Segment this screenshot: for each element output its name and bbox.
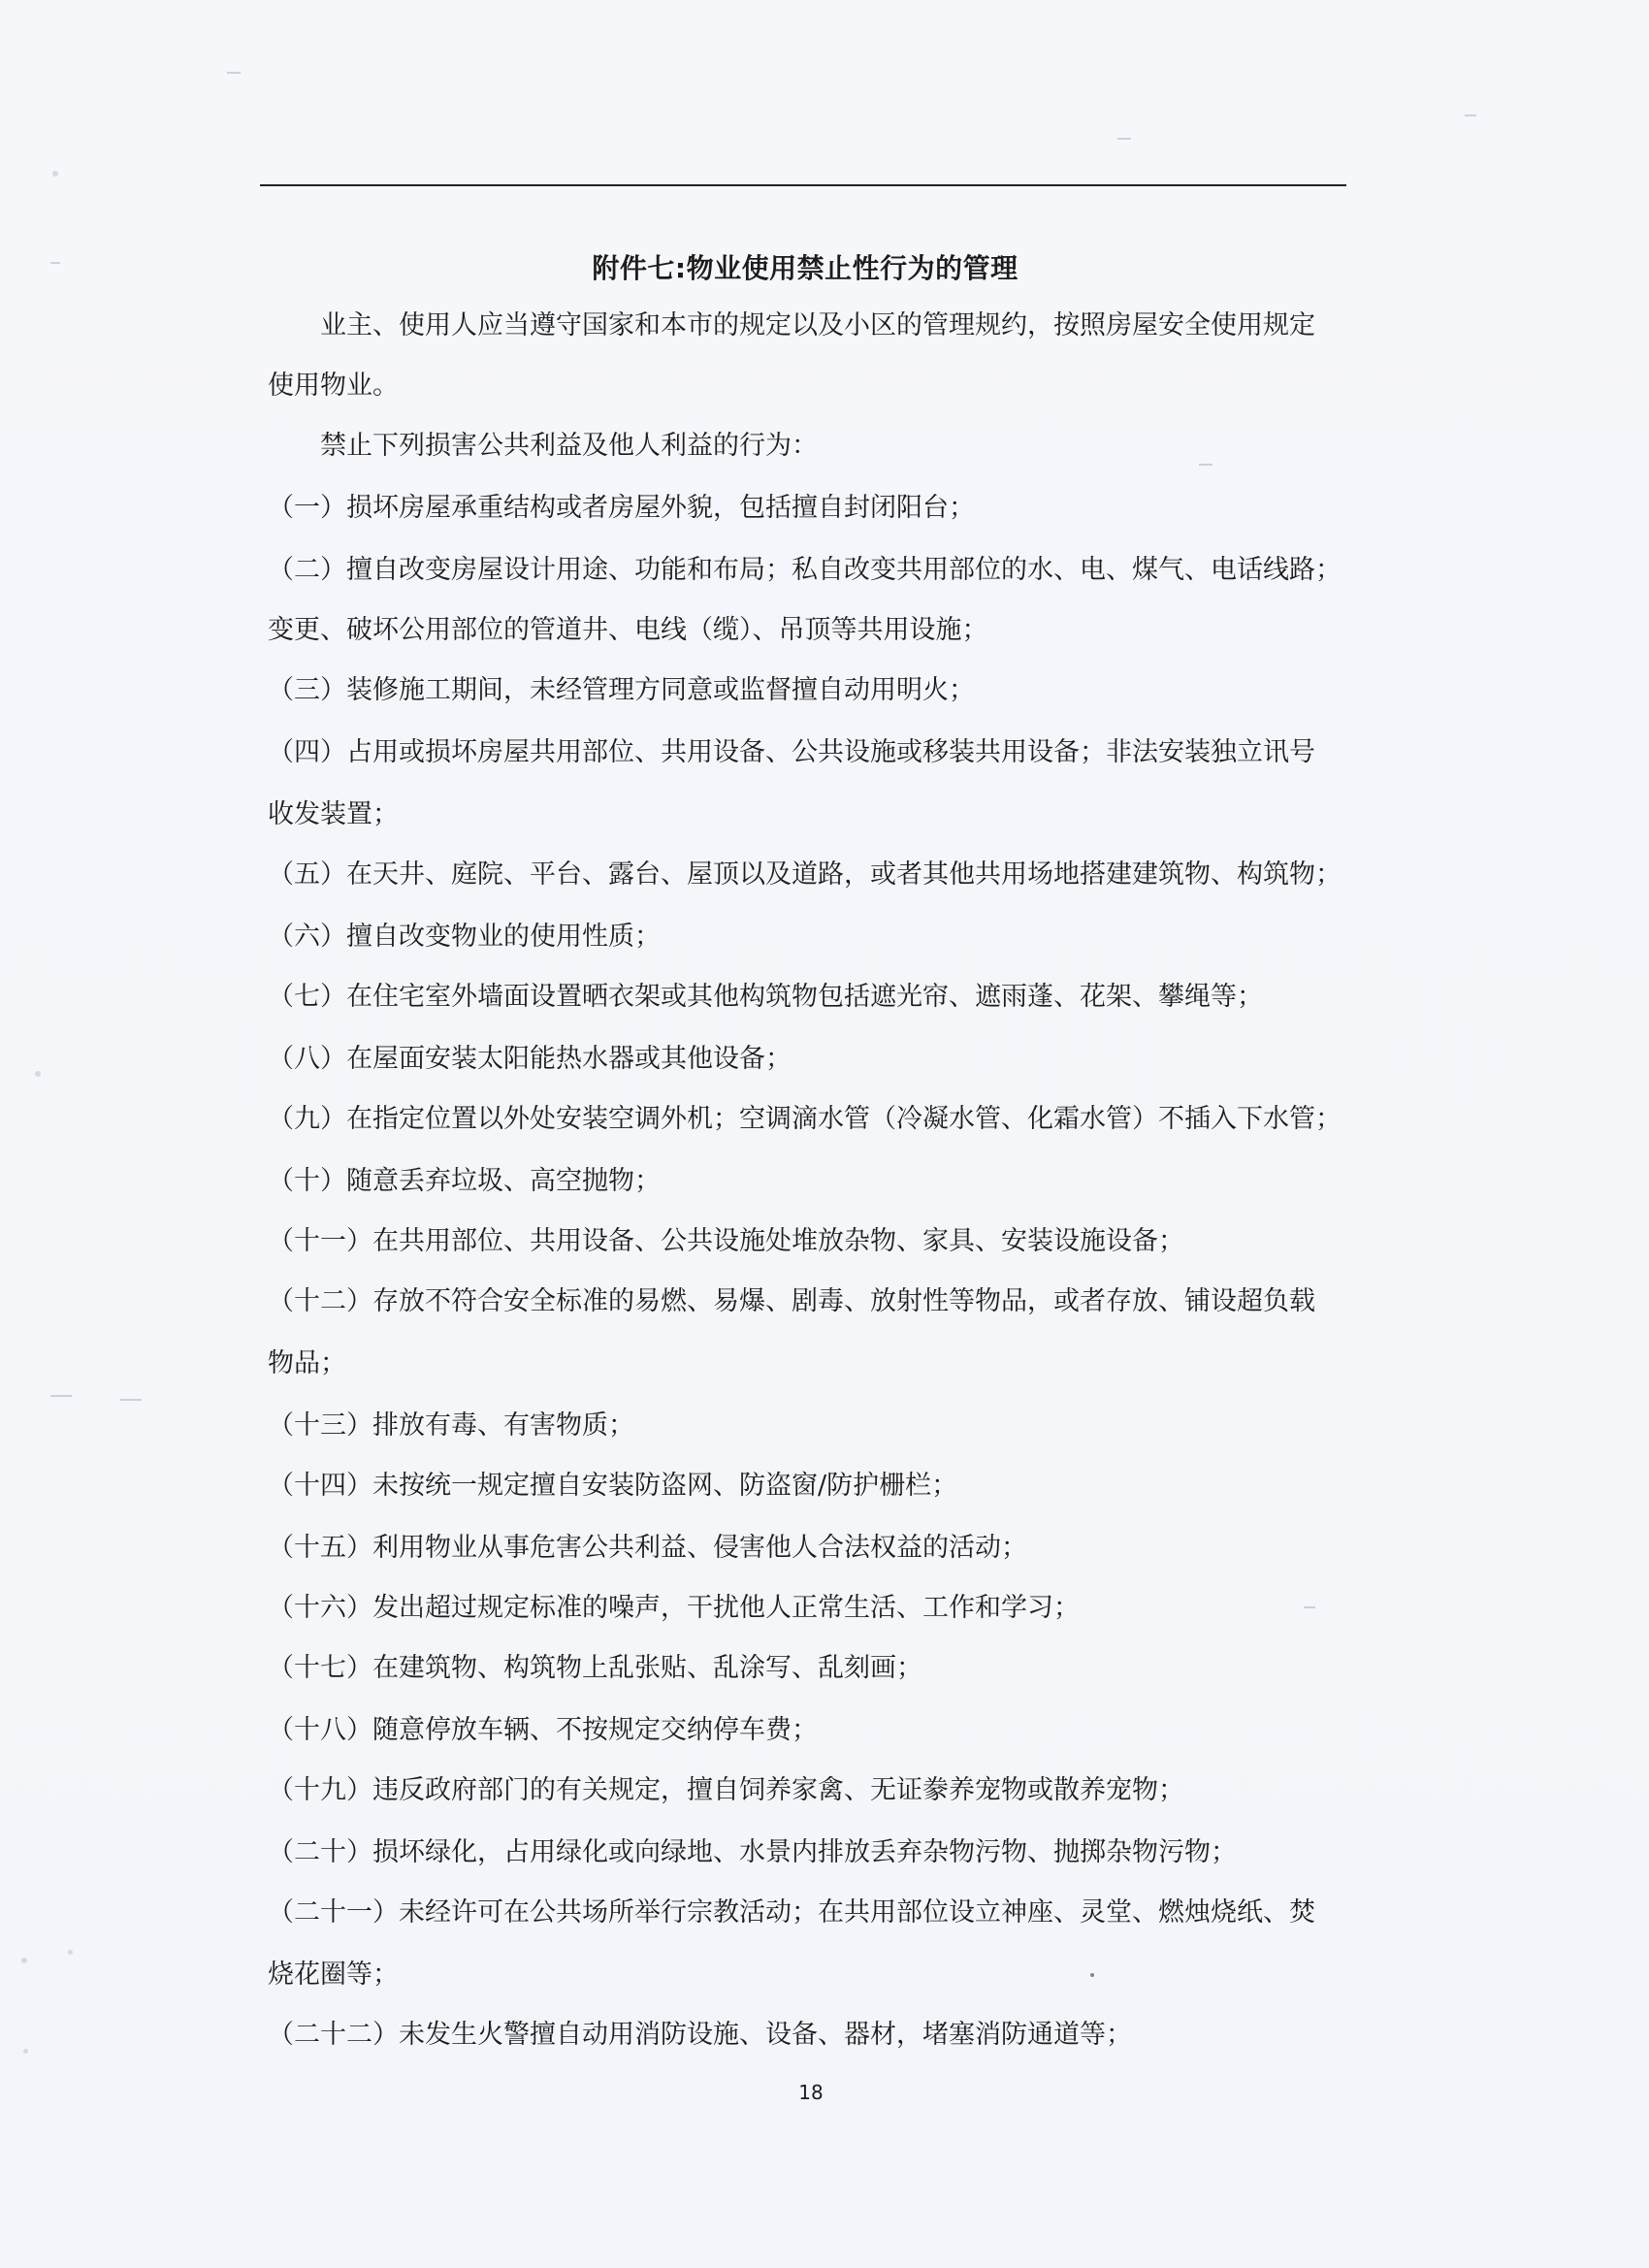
scan-speck	[1199, 464, 1212, 466]
list-item: （八）在屋面安装太阳能热水器或其他设备；	[268, 1044, 792, 1074]
list-item: （十六）发出超过规定标准的噪声，干扰他人正常生活、工作和学习；	[268, 1593, 1080, 1623]
list-item: （九）在指定位置以外处安装空调外机；空调滴水管（冷凝水管、化霜水管）不插入下水管；	[268, 1104, 1342, 1134]
scan-speck	[1304, 1606, 1315, 1608]
list-item: （十一）在共用部位、共用设备、公共设施处堆放杂物、家具、安装设施设备；	[268, 1226, 1184, 1256]
list-item: （十九）违反政府部门的有关规定，擅自饲养家禽、无证豢养宠物或散养宠物；	[268, 1775, 1184, 1805]
scan-speck	[50, 1395, 72, 1397]
scan-speck	[52, 171, 58, 177]
list-item: （十二）存放不符合安全标准的易燃、易爆、剧毒、放射性等物品，或者存放、铺设超负载	[268, 1286, 1315, 1316]
list-item: （十五）利用物业从事危害公共利益、侵害他人合法权益的活动；	[268, 1533, 1027, 1563]
header-rule	[260, 184, 1346, 186]
scan-speck	[1117, 138, 1131, 140]
list-item: （十四）未按统一规定擅自安装防盗网、防盗窗/防护栅栏；	[268, 1471, 958, 1501]
paragraph-line: 业主、使用人应当遵守国家和本市的规定以及小区的管理规约，按照房屋安全使用规定	[320, 310, 1315, 340]
list-item: （十七）在建筑物、构筑物上乱张贴、乱涂写、乱刻画；	[268, 1653, 922, 1683]
paragraph-line: 禁止下列损害公共利益及他人利益的行为：	[320, 431, 818, 461]
list-item: （二十一）未经许可在公共场所举行宗教活动；在共用部位设立神座、灵堂、燃烛烧纸、焚	[268, 1897, 1315, 1928]
list-item-continuation: 物品；	[268, 1348, 346, 1378]
list-item: （四）占用或损坏房屋共用部位、共用设备、公共设施或移装共用设备；非法安装独立讯号	[268, 737, 1315, 767]
list-item: （二）擅自改变房屋设计用途、功能和布局；私自改变共用部位的水、电、煤气、电话线路；	[268, 555, 1342, 585]
scan-speck	[227, 72, 241, 74]
scan-speck	[35, 1071, 41, 1077]
page-title: 附件七:物业使用禁止性行为的管理	[592, 252, 1018, 284]
list-item-continuation: 变更、破坏公用部位的管道井、电线（缆）、吊顶等共用设施；	[268, 615, 988, 645]
scan-speck	[21, 1958, 27, 1963]
scan-speck	[50, 262, 60, 264]
scan-speck	[23, 2049, 28, 2054]
list-item: （十）随意丢弃垃圾、高空抛物；	[268, 1166, 661, 1196]
list-item: （三）装修施工期间，未经管理方同意或监督擅自动用明火；	[268, 675, 975, 705]
list-item: （十三）排放有毒、有害物质；	[268, 1410, 634, 1441]
list-item: （六）擅自改变物业的使用性质；	[268, 922, 661, 952]
scan-speck	[68, 1950, 73, 1955]
page-number: 18	[798, 2081, 824, 2104]
paragraph-line: 使用物业。	[268, 371, 399, 401]
list-item: （二十二）未发生火警擅自动用消防设施、设备、器材，堵塞消防通道等；	[268, 2020, 1132, 2050]
list-item-continuation: 烧花圈等；	[268, 1960, 399, 1990]
scan-speck	[120, 1399, 142, 1401]
list-item-continuation: 收发装置；	[268, 799, 399, 829]
list-item: （七）在住宅室外墙面设置晒衣架或其他构筑物包括遮光帘、遮雨蓬、花架、攀绳等；	[268, 982, 1263, 1012]
scan-speck	[1465, 114, 1476, 116]
list-item: （五）在天井、庭院、平台、露台、屋顶以及道路，或者其他共用场地搭建建筑物、构筑物；	[268, 859, 1342, 890]
list-item: （十八）随意停放车辆、不按规定交纳停车费；	[268, 1715, 818, 1745]
list-item: （一）损坏房屋承重结构或者房屋外貌，包括擅自封闭阳台；	[268, 493, 975, 523]
scan-speck	[1090, 1973, 1094, 1977]
list-item: （二十）损坏绿化，占用绿化或向绿地、水景内排放丢弃杂物污物、抛掷杂物污物；	[268, 1837, 1237, 1867]
